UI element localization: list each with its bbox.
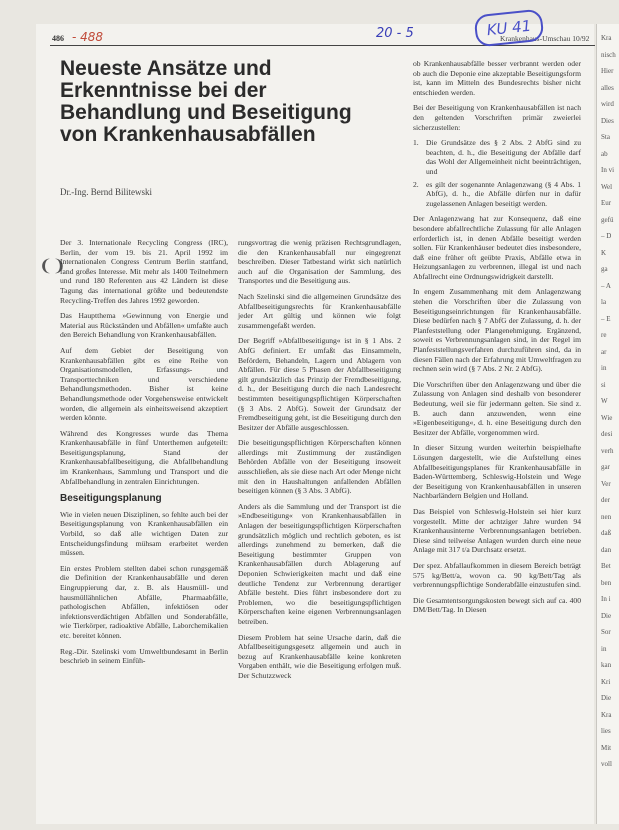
next-page-fragment: K — [601, 248, 607, 257]
section-heading: Beseitigungsplanung — [60, 493, 162, 505]
next-page-fragment: Eur — [601, 199, 612, 207]
next-page-fragment: Dies — [601, 116, 614, 125]
text-column-3 — [413, 59, 581, 621]
next-page-fragment: Kra — [601, 710, 612, 719]
next-page-fragment: re — [601, 331, 607, 339]
next-page-fragment: in — [601, 644, 607, 653]
list-number: 1. — [413, 138, 419, 148]
next-page-fragment: in — [601, 364, 607, 372]
next-page-fragment: In vi — [601, 166, 615, 174]
paragraph: Die beseitigungspflichtigen Körperschaften können allerdings mit Zustimmung der zuständigen Behörden Abfälle von der Beseitigung insoweit ausschließen, als sie diese nach Art oder Menge nicht mit den in Haushaltungen anfallenden Abfällen beseitigen können (§ 3 Abs. 3 AbfG). — [238, 438, 401, 496]
next-page-fragment: Die — [601, 611, 612, 620]
next-page-fragment: Wie — [601, 413, 613, 422]
paragraph: Diesem Problem hat seine Ursache darin, daß die Abfallbeseitigungsgesetz allgemein und auch in bezug auf Krankenhausabfälle keine konkreten Vorgaben enthält, wie die Beseitigung erfolgen muß. Der Schutzzweck — [238, 632, 401, 680]
paragraph: Der 3. Internationale Recycling Congress (IRC), Berlin, der vom 19. bis 21. April 1992 im Internationalen Congress Centrum Berlin stattfand, fand großes Interesse. Mit mehr als 1400 Teilnehmern und rund 180 Referenten aus 42 Ländern ist diese Tagung das international größte und bedeutendste Recycling-Treffen des Jahres 1992 geworden. — [60, 238, 228, 305]
list-number: 2. — [413, 179, 419, 189]
next-page-fragment: der — [601, 496, 610, 504]
next-page-fragment: desi — [601, 430, 613, 438]
paragraph: Reg.-Dir. Szelinski vom Umweltbundesamt in Berlin beschrieb in seinem Einfüh- — [60, 646, 228, 666]
paragraph: rungsvortrag die wenig präzisen Rechtsgrundlagen, die den Krankenhausabfall nur eingegrenzt beschreiben. Dieser Tatbestand wirkt sich natürlich auch auf die Organisation der Sammlung, des Transportes und die Beseitigung aus. — [238, 238, 401, 286]
next-page-fragment: Bet — [601, 562, 611, 570]
next-page-fragment: nen — [601, 512, 612, 521]
paragraph: Die Vorschriften über den Anlagenzwang und über die Zulassung von Anlagen sind deshalb von besonderer Bedeutung, weil sie für jedermann gelten. Sie sind z. B. auch dann anzuwenden, wenn eine »Eigenbeseitigung«, d. h. eine Beseitigung durch den Besitzer der Abfälle, vorgenommen wird. — [413, 379, 581, 437]
paragraph: Die Gesamtentsorgungskosten bewegt sich auf ca. 400 DM/Bett/Tag. In Diesen — [413, 595, 581, 615]
running-title: Krankenhaus-Umschau 10/92 — [500, 34, 590, 43]
next-page-fragment: dan — [601, 545, 612, 554]
paragraph: Während des Kongresses wurde das Thema Krankenhausabfälle in fünf Unterthemen aufgeteilt: Beseitigungsplanung, Stand der Krankenhausabfallbeseitigung, die Abfallbehandlung im Krankenhaus, Sammlung und Transport und die Abfallbehandlung in zentralen Einrichtungen. — [60, 428, 228, 486]
next-page-fragment: kan — [601, 661, 612, 669]
next-page-fragment: Sta — [601, 133, 610, 141]
header-rule — [50, 45, 595, 46]
next-page-fragment: – E — [601, 314, 611, 323]
paragraph: Der spez. Abfallaufkommen in diesem Bereich beträgt 575 kg/Bett/a, wovon ca. 90 kg/Bett/Tag als verbrennungspflichtige Sonderabfälle einzustufen sind. — [413, 560, 581, 590]
text-column-2 — [238, 238, 401, 687]
next-page-fragment: ab — [601, 149, 608, 158]
paragraph: Der Anlagenzwang hat zur Konsequenz, daß eine besondere abfallrechtliche Zulassung für alle Anlagen erforderlich ist, in denen Abfälle beseitigt werden sollen. Für Krankenhäuser bedeutet dies insbesondere, daß eine früher oft geübte Praxis, Abfälle etwa in Heizungsanlagen zu verbrennen, illegal ist und nach Abfallrecht eine Ordnungswidrigkeit darstellt. — [413, 214, 581, 281]
paragraph: Der Begriff »Abfallbeseitigung« ist in § 1 Abs. 2 AbfG definiert. Er umfaßt das Einsammeln, Befördern, Behandeln, Lagern und Ablagern von Abfällen. Für diese 5 Phasen der Abfallbeseitigung gilt grundsätzlich das Prinzip der Fremdbeseitigung, d. h., der Beseitigung durch die nach Landesrecht bestimmten beseitigungspflichtigen Körperschaften (§ 3 Abs. 2 AbfG). Soweit der Grundsatz der Fremdbeseitigung geht, ist die Beseitigung durch den Besitzer der Abfälle ausgeschlossen. — [238, 336, 401, 432]
next-page-fragment: Kri — [601, 677, 611, 686]
next-page-fragment: gefü — [601, 215, 614, 224]
paragraph: Auf dem Gebiet der Beseitigung von Krankenhausabfällen gibt es eine Reihe von Organisationsmodellen, Erfassungs- und Transporttechniken und verschiedene Behandlungsmethoden. Bisher ist keine Behandlungsmethode oder Vorgehensweise entwickelt worden, die allgemein als einheitsweisend akzeptiert werden könnte. — [60, 345, 228, 423]
list-text: es gilt der sogenannte Anlagenzwang (§ 4 Abs. 1 AbfG), d. h., die Abfälle dürfen nur in dafür zugelassenen Anlagen beseitigt werden. — [426, 179, 581, 208]
next-page-fragment: In i — [601, 595, 611, 603]
paragraph: In dieser Sitzung wurden weiterhin beispielhafte Lösungen dargestellt, wie die Aufstellung eines Abfallbeseitigungsplanes für Krankenhausabfälle in Baden-Württemberg, Schleswig-Holstein und Wege der Beseitigung von Krankenhausabfällen in unseren Nachbarländern Belgien und Holland. — [413, 443, 581, 501]
next-page-fragment: daß — [601, 529, 612, 537]
paragraph: ob Krankenhausabfälle besser verbrannt werden oder ob auch die Deponie eine akzeptable Beseitigungsform ist, kann im Mitteln des Bundesrechts bisher nicht entschieden werden. — [413, 59, 581, 97]
next-page-fragment: la — [601, 298, 607, 306]
next-page-fragment: lies — [601, 727, 611, 735]
page-number: 486 — [52, 34, 64, 43]
paragraph: Das Beispiel von Schleswig-Holstein sei hier kurz vorgestellt. Mitte der achtziger Jahre wurden 94 Krankenhausinterne Verbrennungsanlagen betrieben. Diese sind teilweise Anlagen wurden durch eine neue Anlage mit 317 t/a Durchsatz ersetzt. — [413, 506, 581, 555]
next-page-fragment: ga — [601, 265, 608, 273]
next-page-fragment: verh — [601, 446, 614, 455]
paragraph: Das Hauptthema »Gewinnung von Energie und Material aus Rückständen und Abfällen« umfaßte auch den Bereich Behandlung von Krankenhausabfällen. — [60, 311, 228, 340]
next-page-fragment: voll — [601, 760, 612, 768]
article-author: Dr.-Ing. Bernd Bilitewski — [60, 187, 152, 197]
next-page-fragment: Mit — [601, 743, 612, 752]
next-page-fragment: Kra — [601, 34, 612, 42]
numbered-list — [413, 138, 581, 208]
list-item — [413, 138, 581, 176]
next-page-fragment: Wel — [601, 182, 613, 191]
next-page-fragment: Hier — [601, 67, 614, 75]
binder-hole-mark: ❨❩ — [39, 256, 66, 275]
next-page-fragment: alles — [601, 83, 614, 92]
next-page-fragment: – D — [601, 232, 612, 240]
next-page-fragment: Sor — [601, 628, 611, 636]
list-item — [413, 180, 581, 209]
paragraph: In engem Zusammenhang mit dem Anlagenzwang stehen die Vorschriften über die Zulassung von Beseitigungseinrichtungen für Krankenhausabfälle. Diese bedürfen nach § 7 AbfG der Zulassung, d. h. der Planfeststellung oder Plangenehmigung. Ergänzend, soweit es Verbrennungsanlagen sind, in der Regel im Planfeststellungsverfahren durchzuführen sind, da in diesen Fällen nach der Erfahrung mit Umweltfragen zu rechnen sein wird (§ 7 Abs. 2 Nr. 2 AbfG). — [413, 287, 581, 374]
article-title: Neueste Ansätze und Erkenntnisse bei der Behandlung und Beseitigung von Krankenhausabfällen — [60, 57, 352, 146]
paragraph: Anders als die Sammlung und der Transport ist die »Endbeseitigung« von Krankenhausabfällen in Anlagen der beseitigungspflichtigen Körperschaften grundsätzlich möglich und rechtlich geboten, es ist allerdings zunehmend zu bemerken, daß die Beseitigung bestimmter Gruppen von Krankenhausabfällen durch Ablagerung auf Deponien Schwierigkeiten macht und daß eine deutliche Tendenz zur Verbrennung derartiger Abfälle besteht. Dies führt insbesondere dort zu Problemen, wo die beseitigungspflichtigen Körperschaften keine eigenen Verbrennungsanlagen betreiben. — [238, 501, 401, 626]
next-page-fragment: Ver — [601, 479, 611, 488]
next-page-fragment: nisch — [601, 50, 616, 59]
paragraph: Bei der Beseitigung von Krankenhausabfällen ist nach den geltenden Vorschriften primär zweierlei sicherzustellen: — [413, 103, 581, 132]
paragraph: Ein erstes Problem stellten dabei schon rungsgemäß die Definition der Krankenhausabfälle und deren Eingruppierung dar, z. B. als Hausmüll- und hausmüllähnlichen Abfälle, Pharmaabfälle, pathologischen Abfällen, infektiösen oder infektionsverdächtigen Abfällen und Sonderabfälle, wie Tierkörper, radioaktive Abfälle, Laborchemikalien etc. bereitet können. — [60, 563, 228, 640]
next-page-fragment: Die — [601, 694, 612, 702]
next-page-fragment: wird — [601, 100, 614, 108]
next-page-fragment: – A — [601, 281, 611, 290]
handwritten-page-number: - 488 — [72, 30, 104, 44]
list-text: Die Grundsätze des § 2 Abs. 2 AbfG sind zu beachten, d. h., die Beseitigung der Abfälle darf das Wohl der Allgemeinheit nicht beeinträchtigen, und — [426, 138, 581, 176]
handwritten-note: 20 - 5 — [376, 26, 414, 41]
paragraph: Nach Szelinski sind die allgemeinen Grundsätze des Abfallbeseitigungsrechts für Krankenhausabfälle jeder Art gültig und können wie folgt zusammengefaßt werden. — [238, 291, 401, 330]
next-page-edge — [596, 24, 619, 824]
next-page-fragment: ben — [601, 578, 612, 587]
next-page-fragment: si — [601, 380, 606, 389]
next-page-fragment: gar — [601, 463, 610, 471]
archive-stamp: KU 41 — [474, 9, 545, 48]
next-page-fragment: ar — [601, 347, 607, 356]
paragraph: Wie in vielen neuen Disziplinen, so fehlte auch bei der Beseitigungsplanung von Krankenhausabfällen ein Vorbild, so daß alle wichtigen Daten zur Entscheidungsfindung mühsam erarbeitet werden müssen. — [60, 509, 228, 558]
next-page-fragment: W — [601, 397, 608, 405]
text-column-1 — [60, 238, 228, 672]
